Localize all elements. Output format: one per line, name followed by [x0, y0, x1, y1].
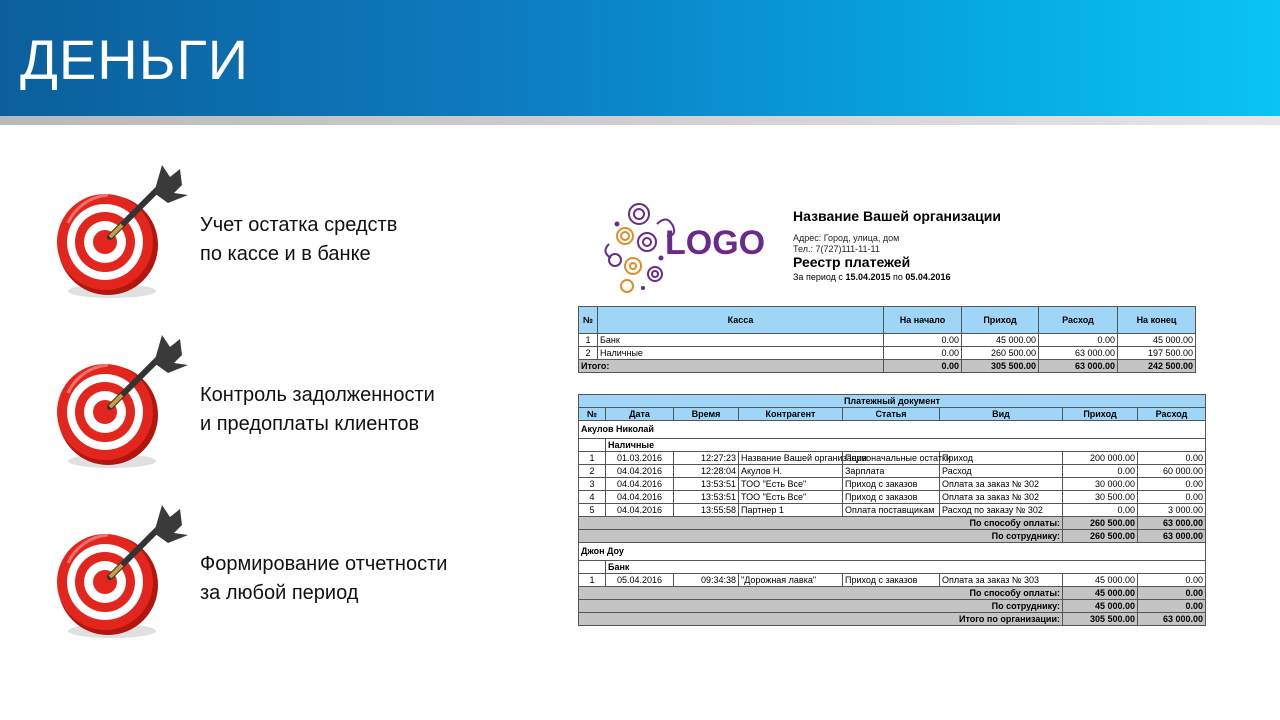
subtotal-row: По способу оплаты: 45 000.00 0.00 [579, 587, 1206, 600]
table-row: 1 Банк 0.00 45 000.00 0.00 45 000.00 [579, 334, 1196, 347]
report-period: За период с 15.04.2015 по 05.04.2016 [793, 272, 951, 282]
column-header: Приход [962, 307, 1039, 334]
column-header: Дата [606, 408, 674, 421]
table-row: 3 04.04.2016 13:53:51 ТОО "Есть Все" Приход с заказов Оплата за заказ № 302 30 000.00 0.00 [579, 478, 1206, 491]
feature-line-1: Формирование отчетности [200, 553, 448, 575]
column-header: На начало [884, 307, 962, 334]
grand-total-row: Итого по организации: 305 500.00 63 000.00 [579, 613, 1206, 626]
target-icon [50, 503, 190, 643]
company-logo [597, 194, 777, 298]
organization-name: Название Вашей организации [793, 208, 1001, 224]
period-from: 15.04.2015 [845, 272, 891, 282]
table-row: 2 Наличные 0.00 260 500.00 63 000.00 197 500.00 [579, 347, 1196, 360]
column-header: Касса [598, 307, 884, 334]
column-header: Статья [843, 408, 940, 421]
organization-phone: Тел.: 7(727)111-11-11 [793, 244, 880, 254]
subtotal-row: По сотруднику: 260 500.00 63 000.00 [579, 530, 1206, 543]
organization-contacts [793, 233, 899, 255]
column-header: № [579, 307, 598, 334]
header-bar [0, 0, 1280, 116]
period-to: 05.04.2016 [905, 272, 951, 282]
feature-line-2: и предоплаты клиентов [200, 413, 420, 435]
column-header: Контрагент [739, 408, 843, 421]
payment-method: Наличные [606, 439, 1206, 452]
column-header: Расход [1039, 307, 1118, 334]
feature-reporting [50, 503, 520, 643]
table-row: 1 05.04.2016 09:34:38 "Дорожная лавка" Приход с заказов Оплата за заказ № 303 45 000.00 0.00 [579, 574, 1206, 587]
total-row: Итого: 0.00 305 500.00 63 000.00 242 500.00 [579, 360, 1196, 373]
payment-method: Банк [606, 561, 1206, 574]
payments-table [578, 394, 1206, 626]
column-header: Приход [1063, 408, 1138, 421]
employee-name: Джон Доу [579, 543, 1206, 561]
organization-address: Адрес: Город, улица, дом [793, 233, 900, 243]
column-header: Время [674, 408, 739, 421]
report-title: Реестр платежей [793, 254, 911, 270]
column-header: Расход [1138, 408, 1206, 421]
table-row: 4 04.04.2016 13:53:51 ТОО "Есть Все" Приход с заказов Оплата за заказ № 302 30 500.00 0.00 [579, 491, 1206, 504]
subtotal-row: По сотруднику: 45 000.00 0.00 [579, 600, 1206, 613]
page-title: ДЕНЬГИ [20, 28, 250, 91]
feature-cash-balance [50, 163, 520, 303]
feature-line-2: по кассе и в банке [200, 243, 371, 265]
balance-table [578, 306, 1196, 373]
header-divider [0, 116, 1280, 125]
logo-text: LOGO [665, 224, 766, 262]
column-header: № [579, 408, 606, 421]
payment-register-report [577, 190, 1204, 635]
feature-debt-control [50, 333, 520, 473]
table-row: 1 01.03.2016 12:27:23 Название Вашей организации Первоначальные остатки Приход 200 000.00 0.00 [579, 452, 1206, 465]
column-header: На конец [1118, 307, 1196, 334]
table-row: 5 04.04.2016 13:55:58 Партнер 1 Оплата поставщикам Расход по заказу № 302 0.00 3 000.00 [579, 504, 1206, 517]
target-icon [50, 163, 190, 303]
column-header: Вид [940, 408, 1063, 421]
feature-line-2: за любой период [200, 582, 359, 604]
employee-name: Акулов Николай [579, 421, 1206, 439]
subtotal-row: По способу оплаты: 260 500.00 63 000.00 [579, 517, 1206, 530]
feature-line-1: Контроль задолженности [200, 384, 435, 406]
table-row: 2 04.04.2016 12:28:04 Акулов Н. Зарплата Расход 0.00 60 000.00 [579, 465, 1206, 478]
feature-line-1: Учет остатка средств [200, 214, 398, 236]
group-header: Платежный документ [579, 395, 1206, 408]
target-icon [50, 333, 190, 473]
